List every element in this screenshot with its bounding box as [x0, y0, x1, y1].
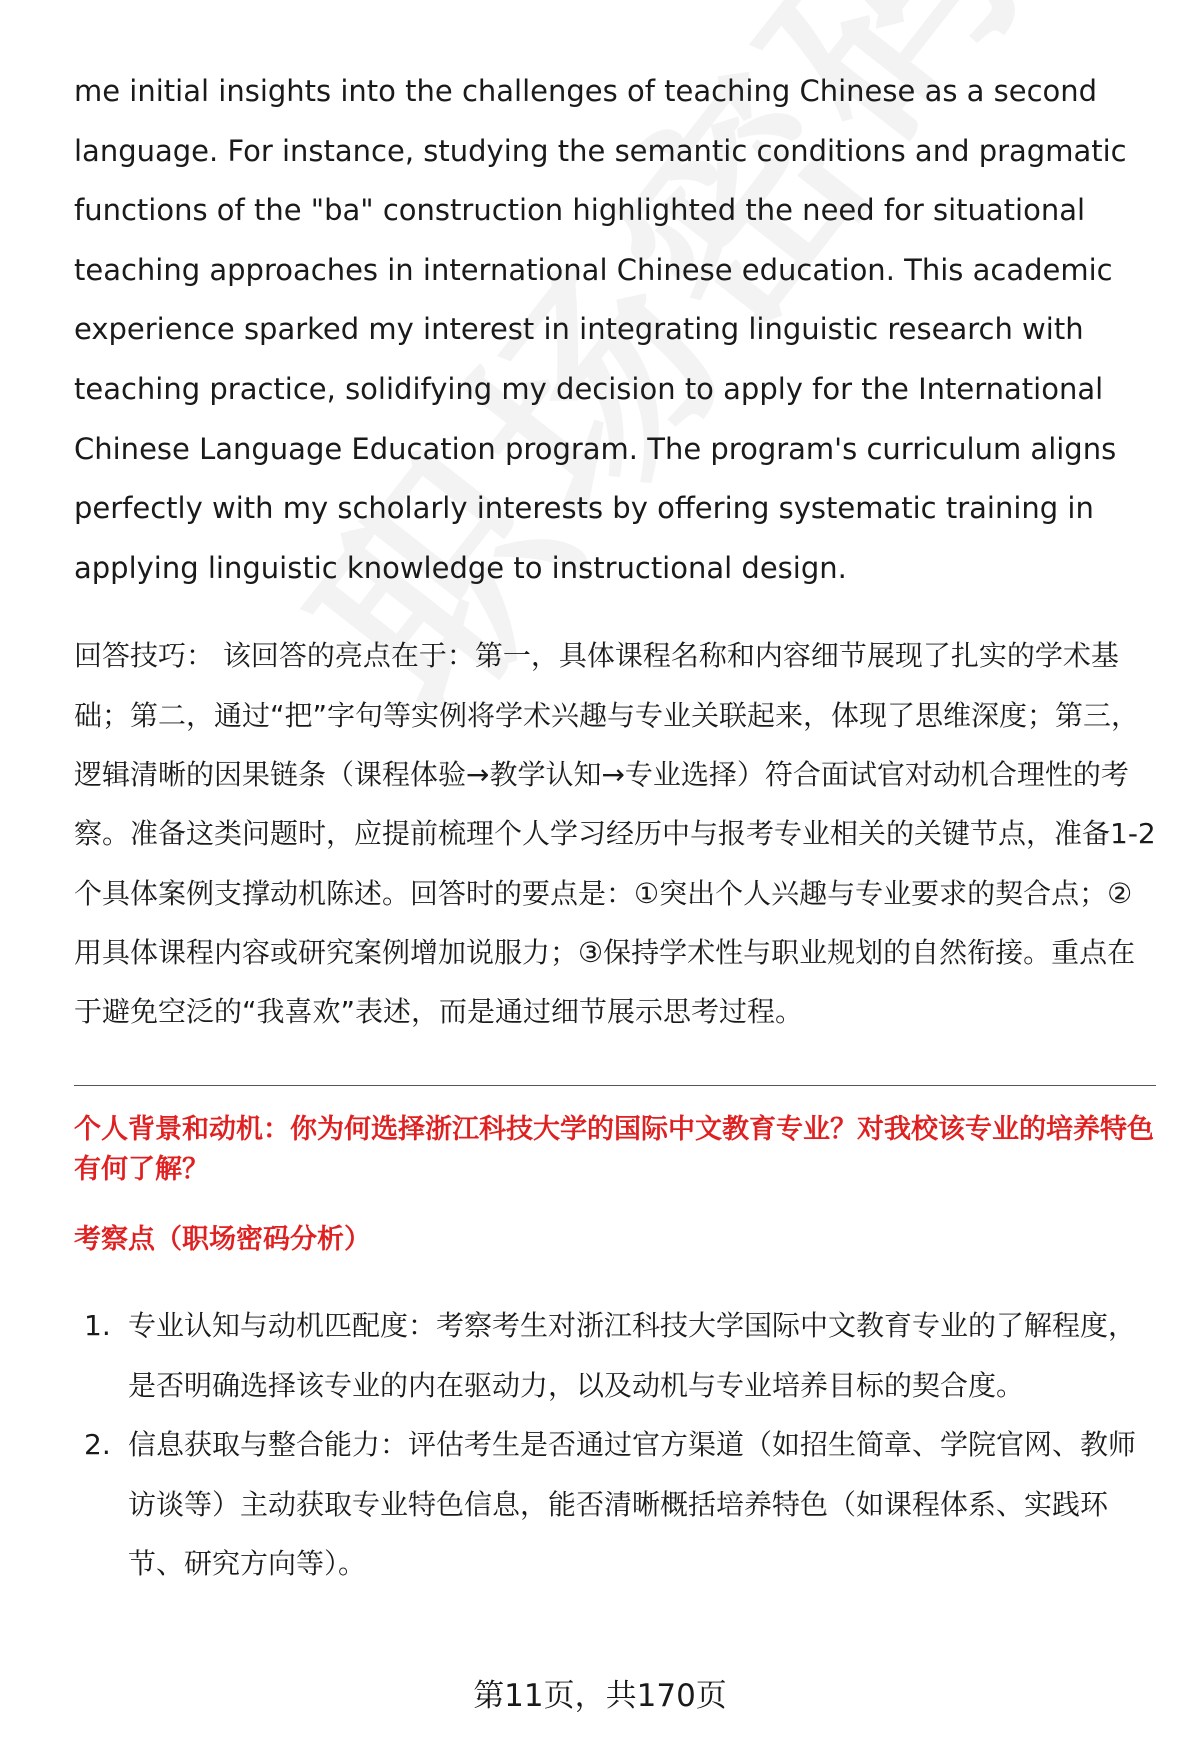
list-item-number: 1. — [84, 1309, 111, 1343]
document-page — [74, 62, 1156, 1594]
list-item-number: 2. — [84, 1428, 111, 1462]
assessment-points-heading: 考察点（职场密码分析） — [74, 1224, 371, 1256]
answer-tips-paragraph: 回答技巧： 该回答的亮点在于：第一，具体课程名称和内容细节展现了扎实的学术基础；第二，通过“把”字句等实例将学术兴趣与专业关联起来，体现了思维深度；第三，逻辑清晰的因果链条（课程体验→教学认知→专业选择）符合面试官对动机合理性的考察。准备这类问题时，应提前梳理个人学习经历中与报考专业相关的关键节点，准备1-2个具体案例支撑动机陈述。回答时的要点是：①突出个人兴趣与专业要求的契合点；②用具体课程内容或研究案例增加说服力；③保持学术性与职业规划的自然衔接。重点在于避免空泛的“我喜欢”表述，而是通过细节展示思考过程。 — [74, 639, 1156, 1029]
list-item-text: 专业认知与动机匹配度：考察考生对浙江科技大学国际中文教育专业的了解程度，是否明确选择该专业的内在驱动力，以及动机与专业培养目标的契合度。 — [128, 1309, 1137, 1402]
page-number-footer: 第11页，共170页 — [473, 1678, 727, 1714]
assessment-points-list — [74, 1296, 1156, 1594]
question-title: 个人背景和动机：你为何选择浙江科技大学的国际中文教育专业？对我校该专业的培养特色有何了解？ — [74, 1114, 1154, 1186]
section-divider — [74, 1085, 1156, 1086]
list-item — [74, 1415, 1156, 1594]
english-answer-paragraph: me initial insights into the challenges of teaching Chinese as a second language. For instance, studying the semantic conditions and pragmatic functions of the "ba" construction highlighted the need for situational teaching approaches in international Chinese education. This academic experience sparked my interest in integrating linguistic research with teaching practice, solidifying my decision to apply for the International Chinese Language Education program. The program's curriculum aligns perfectly with my scholarly interests by offering systematic training in applying linguistic knowledge to instructional design. — [74, 74, 1127, 585]
list-item — [74, 1296, 1156, 1415]
list-item-text: 信息获取与整合能力：评估考生是否通过官方渠道（如招生简章、学院官网、教师访谈等）主动获取专业特色信息，能否清晰概括培养特色（如课程体系、实践环节、研究方向等）。 — [128, 1428, 1137, 1581]
